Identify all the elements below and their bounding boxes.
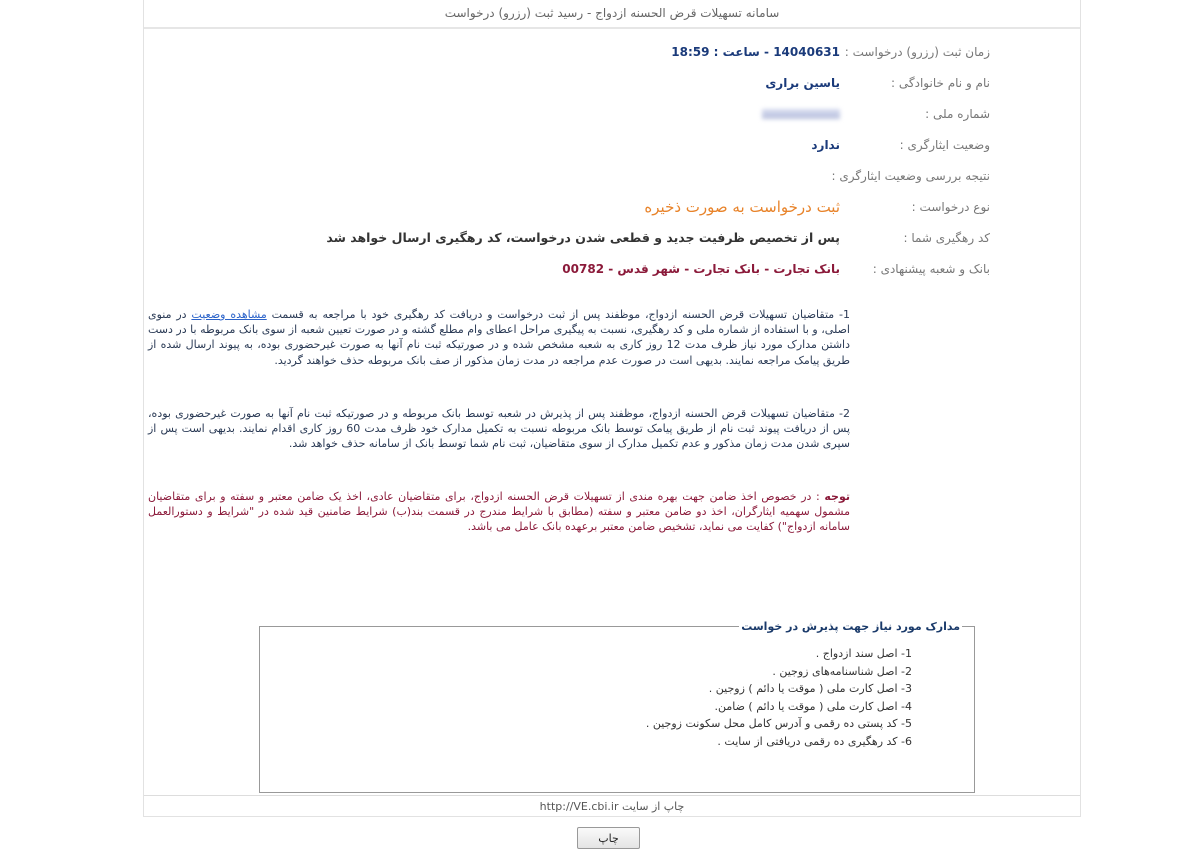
required-documents-box — [259, 620, 975, 793]
field-tracking-code: کد رهگیری شما : پس از تخصیص ظرفیت جدید و قطعی شدن درخواست، کد رهگیری ارسال خواهد شد — [326, 230, 990, 245]
field-bank-branch: بانک و شعبه پیشنهادی : بانک تجارت - بانک تجارت - شهر قدس - 00782 — [562, 261, 990, 276]
field-value: پس از تخصیص ظرفیت جدید و قطعی شدن درخواست، کد رهگیری ارسال خواهد شد — [326, 230, 840, 245]
field-value: ثبت درخواست به صورت ذخیره — [644, 197, 840, 216]
print-source-footer: چاپ از سایت http://VE.cbi.ir — [144, 795, 1080, 817]
view-status-link[interactable]: مشاهده وضعیت — [191, 308, 267, 321]
field-full-name: نام و نام خانوادگی : یاسین براری — [765, 75, 990, 90]
field-value: یاسین براری — [765, 75, 840, 90]
field-label: نام و نام خانوادگی — [898, 75, 990, 90]
print-button[interactable]: چاپ — [577, 827, 640, 849]
field-veteran-status: وضعیت ایثارگری : ندارد — [811, 137, 990, 152]
list-item: 3- اصل کارت ملی ( موقت یا دائم ) زوجین . — [708, 682, 912, 695]
page-title: سامانه تسهیلات قرض الحسنه ازدواج - رسید ثبت (رزرو) درخواست — [144, 0, 1080, 29]
field-label: کد رهگیری شما — [911, 230, 990, 245]
field-label: نوع درخواست — [919, 199, 990, 214]
required-documents-list — [272, 645, 912, 750]
field-national-id: شماره ملی : — [326, 98, 990, 129]
guarantor-note: توجه : در خصوص اخذ ضامن جهت بهره مندی از تسهیلات قرض الحسنه ازدواج، برای متقاضیان عادی، اخذ یک ضامن معتبر و سفته و برای متقاضیان مشمول سهمیه ایثارگران، اخذ دو ضامن معتبر و سفته (مطابق با شرایط مندرج در قسمت بند(ب) شرایط ضامنین قید شده در "شرایط و دستورالعمل سامانه ازدواج") کفایت می نماید، تشخیص ضامن معتبر برعهده بانک عامل می باشد. — [148, 490, 850, 534]
field-registration-time: زمان ثبت (رزرو) درخواست : 14040631 - ساعت : 18:59 — [671, 44, 990, 59]
receipt-page — [143, 0, 1081, 817]
field-value: ندارد — [811, 137, 840, 152]
list-item: 5- کد پستی ده رقمی و آدرس کامل محل سکونت زوجین . — [645, 717, 912, 730]
instruction-paragraph-1: 1- متقاضیان تسهیلات قرض الحسنه ازدواج، موظفند پس از ثبت درخواست و دریافت کد رهگیری خود با مراجعه به قسمت مشاهده وضعیت در منوی اصلی، و با استفاده از شماره ملی و کد رهگیری، نسبت به پیگیری مراحل اعطای وام مطلع گشته و در صورت تعیین شعبه از سوی بانک مربوطه با در دست داشتن مدارک مورد نیاز ظرف مدت 12 روز کاری به شعبه مشخص شده و در صورتیکه ثبت نام آنها به صورت غیرحضوری بوده، به پیوند ارسال شده از طریق پیامک مراجعه نمایند. بدیهی است در صورت عدم مراجعه در مدت زمان مذکور از صف بانک مربوطه حذف خواهند گردید. — [148, 308, 850, 367]
list-item: 6- کد رهگیری ده رقمی دریافتی از سایت . — [717, 734, 912, 748]
field-label: زمان ثبت (رزرو) درخواست — [852, 44, 990, 59]
required-documents-title: مدارک مورد نیاز جهت پذیرش در خواست — [741, 620, 960, 633]
field-label: بانک و شعبه پیشنهادی — [880, 261, 990, 276]
instruction-paragraph-2: 2- متقاضیان تسهیلات قرض الحسنه ازدواج، موظفند پس از پذیرش در شعبه توسط بانک مربوطه و در صورتیکه ثبت نام آنها به صورت غیرحضوری بوده، پس از دریافت پیوند ثبت نام از طریق پیامک توسط بانک مربوطه نسبت به تکمیل مدارک خود ظرف مدت 60 روز کاری اقدام نمایند. بدیهی است پس از سپری شدن مدت زمان مذکور و عدم تکمیل مدارک از سوی متقاضیان، ثبت نام شما توسط بانک از سامانه حذف خواهد شد. — [148, 407, 850, 451]
list-item: 4- اصل کارت ملی ( موقت یا دائم ) ضامن. — [714, 699, 912, 713]
list-item: 2- اصل شناسنامه‌های زوجین . — [772, 664, 912, 678]
list-item: 1- اصل سند ازدواج . — [815, 647, 912, 660]
field-label: وضعیت ایثارگری — [907, 137, 990, 152]
field-label: نتیجه بررسی وضعیت ایثارگری — [839, 168, 990, 183]
field-value: بانک تجارت - بانک تجارت - شهر قدس - 00782 — [562, 261, 840, 276]
field-value: 14040631 - ساعت : 18:59 — [671, 44, 840, 59]
receipt-fields — [326, 36, 990, 284]
field-request-type: نوع درخواست : ثبت درخواست به صورت ذخیره — [644, 197, 990, 216]
field-veteran-review-result: نتیجه بررسی وضعیت ایثارگری : — [831, 168, 990, 183]
field-label: شماره ملی — [933, 106, 990, 121]
redacted-national-id — [762, 109, 840, 119]
